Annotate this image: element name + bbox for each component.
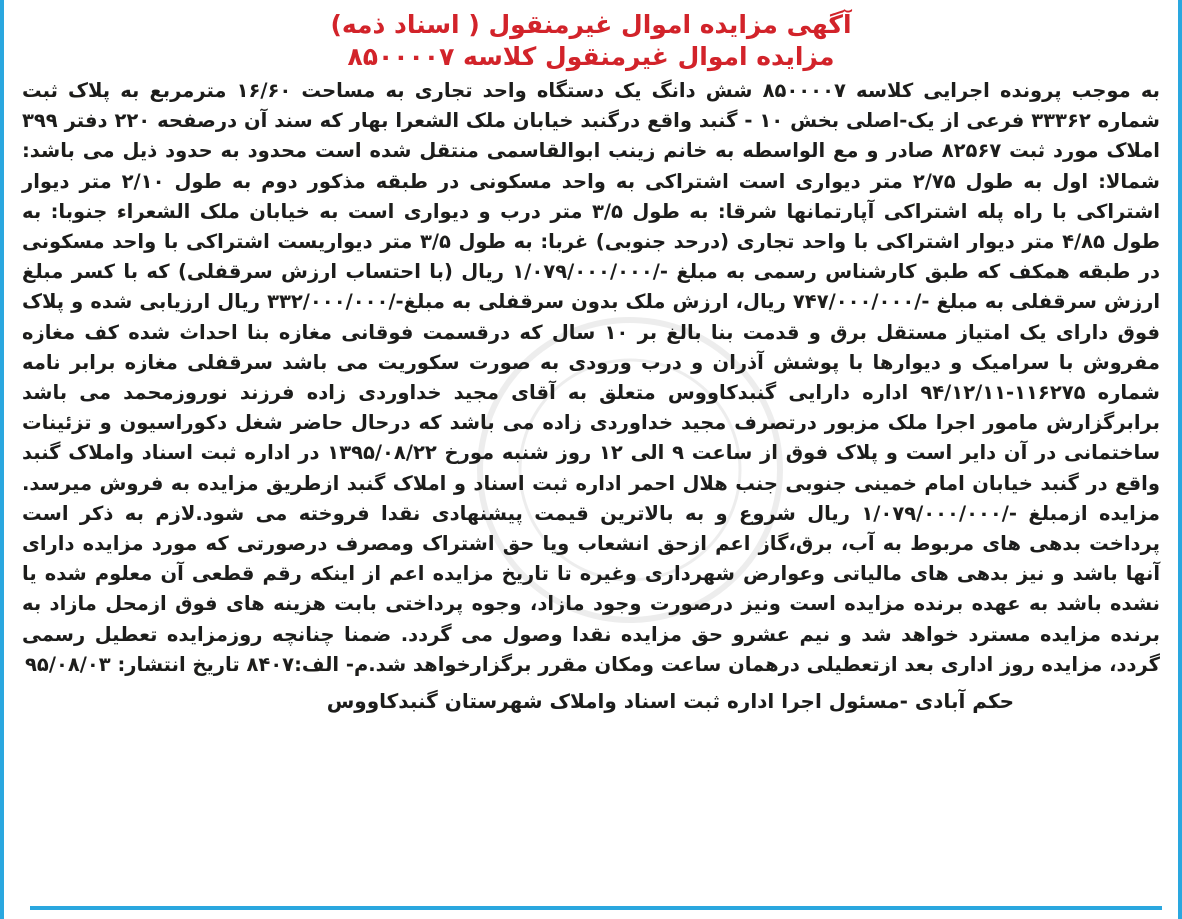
bottom-divider [30, 906, 1162, 910]
notice-body: به موجب پرونده اجرایی کلاسه ۸۵۰۰۰۰۷ شش دانگ یک دستگاه واحد تجاری به مساحت ۱۶/۶۰ مترمربع به پلاک ثبت شماره ۳۳۳۶۲ فرعی از یک-اصلی بخش ۱۰ - گنبد واقع درگنبد خیابان ملک الشعرا بهار که سند آن درصفحه ۲۲۰ دفتر ۳۹۹ املاک مورد ثبت ۸۲۵۶۷ صادر و مع الواسطه به خانم زینب ابوالقاسمی منتقل شده است محدود به حدود ذیل می باشد: شمالا: اول به طول ۲/۷۵ متر دیواری است اشتراکی به واحد مسکونی در طبقه مذکور دوم به طول ۲/۱۰ متر دیوار اشتراکی با راه پله اشتراکی آپارتمانها شرقا: به طول ۳/۵ متر درب و دیواری است به خیابان ملک الشعراء جنوبا: به طول ۴/۸۵ متر دیوار اشتراکی با واحد تجاری (درحد جنوبی) غربا: به طول ۳/۵ متر دیواریست اشتراکی با واحد مسکونی در طبقه همکف که طبق کارشناس رسمی به مبلغ -/۱/۰۷۹/۰۰۰/۰۰۰ ریال (با احتساب ارزش سرقفلی) که با کسر مبلغ ارزش سرقفلی به مبلغ -/۷۴۷/۰۰۰/۰۰۰ ریال، ارزش ملک بدون سرقفلی به مبلغ-/۳۳۲/۰۰۰/۰۰۰ ریال ارزیابی شده و پلاک فوق دارای یک امتیاز مستقل برق و قدمت بنا بالغ بر ۱۰ سال که درقسمت فوقانی مغازه بنا احداث شده کف مغازه مفروش با سرامیک و دیوارها با پوشش آذران و درب ورودی به صورت سکوریت می باشد سرقفلی مغازه برابر نامه شماره ۱۱۶۲۷۵-۹۴/۱۲/۱۱ اداره دارایی گنبدکاووس متعلق به آقای مجید خداوردی زاده فرزند نوروزمحمد می باشد برابرگزارش مامور اجرا ملک مزبور درتصرف مجید خداوردی زاده می باشد که درحال حاضر شغل دکوراسیون و تزئینات ساختمانی در آن دایر است و پلاک فوق از ساعت ۹ الی ۱۲ روز شنبه مورخ ۱۳۹۵/۰۸/۲۲ در اداره ثبت اسناد واملاک گنبد واقع در گنبد خیابان امام خمینی جنوبی جنب هلال احمر اداره ثبت اسناد و املاک گنبد ازطریق مزایده به فروش میرسد. مزایده ازمبلغ -/۱/۰۷۹/۰۰۰/۰۰۰ ریال شروع و به بالاترین قیمت پیشنهادی نقدا فروخته می شود.لازم به ذکر است پرداخت بدهی های مربوط به آب، برق،گاز اعم ازحق انشعاب ویا حق اشتراک ومصرف درصورتی که مورد مزایده دارای آنها باشد و نیز بدهی های مالیاتی وعوارض شهرداری وغیره تا تاریخ مزایده اعم از اینکه رقم قطعی آن معلوم شده یا نشده باشد به عهده برنده مزایده است ونیز درصورت وجود مازاد، وجوه پرداختی بابت هزینه های فوق ازمحل مازاد به برنده مزایده مسترد خواهد شد و نیم عشرو حق مزایده نقدا وصول می گردد. ضمنا چنانچه روزمزایده تعطیل رسمی گردد، مزایده روز اداری بعد ازتعطیلی درهمان ساعت ومکان مقرر برگزارخواهد شد.م- الف:۸۴۰۷ تاریخ انتشار: ۹۵/۰۸/۰۳ [22, 79, 1161, 676]
notice-subtitle: مزایده اموال غیرمنقول کلاسه ۸۵۰۰۰۰۷ [347, 42, 835, 71]
notice-signature: حکم آبادی -مسئول اجرا اداره ثبت اسناد واملاک شهرستان گنبدکاووس [326, 689, 1014, 714]
auction-notice [18, 8, 1164, 718]
notice-title: آگهی مزایده اموال غیرمنقول ( اسناد ذمه) [330, 10, 852, 39]
